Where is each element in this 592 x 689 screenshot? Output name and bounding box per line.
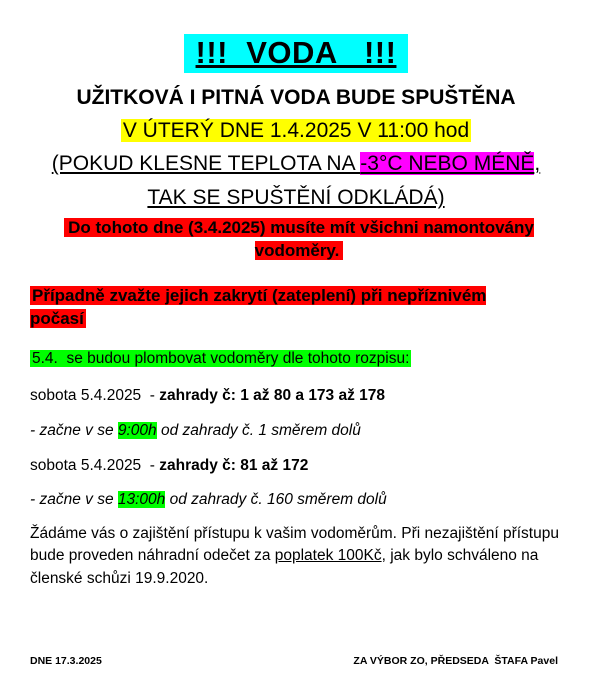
condition-text: (POKUD KLESNE TEPLOTA NA: [51, 152, 361, 175]
schedule-start-row: [30, 420, 361, 442]
schedule-day: sobota 5.4.2025 -: [30, 387, 160, 404]
weather-notice: Případně zvažte jejich zakrytí (zateplení) při nepříznivém počasí: [30, 286, 487, 328]
postpone-text: TAK SE SPUŠTĚNÍ ODKLÁDÁ): [147, 186, 445, 209]
footer-signature: ZA VÝBOR ZO, PŘEDSEDA ŠTAFA Pavel: [353, 655, 558, 667]
deadline-notice-block: [30, 217, 568, 263]
start-date: V ÚTERÝ DNE 1.4.2025 V 11:00 hod: [122, 119, 470, 142]
fee-text: poplatek 100Kč: [274, 547, 382, 565]
headline: UŽITKOVÁ I PITNÁ VODA BUDE SPUŠTĚNA: [76, 86, 516, 109]
schedule-time: 13:00h: [117, 491, 166, 508]
access-paragraph: [30, 523, 560, 590]
access-text: Žádáme vás o zajištění přístupu k vašim vodoměrům. Při nezajištění přístupu bude proveden náhradní odečet za: [30, 525, 559, 565]
schedule-row: [30, 455, 308, 477]
schedule-day: sobota 5.4.2025 -: [30, 457, 160, 474]
weather-notice-block: [30, 285, 540, 331]
seal-notice: 5.4. se budou plombovat vodoměry dle tohoto rozpisu:: [32, 350, 410, 367]
footer-date: DNE 17.3.2025: [30, 655, 102, 667]
condition-line-2: [0, 185, 592, 211]
schedule-gardens: zahrady č: 81 až 172: [159, 457, 309, 474]
access-text-end: , jak bylo schváleno na členské schůzi 19.9.2020.: [30, 547, 539, 587]
schedule-row: [30, 385, 385, 407]
schedule-time: 9:00h: [117, 422, 157, 439]
condition-line-1: [0, 151, 592, 177]
title-row: [0, 34, 592, 73]
temperature-highlight: -3°C NEBO MÉNĚ: [360, 152, 535, 175]
schedule-start-suffix: od zahrady č. 1 směrem dolů: [156, 422, 361, 439]
schedule-gardens: zahrady č: 1 až 80 a 173 až 178: [159, 387, 386, 404]
schedule-start-suffix: od zahrady č. 160 směrem dolů: [165, 491, 387, 508]
schedule-start-prefix: - začne v se: [30, 491, 118, 508]
schedule-start-prefix: - začne v se: [30, 422, 118, 439]
page-title: !!! VODA !!!: [184, 34, 409, 73]
condition-comma: ,: [534, 152, 541, 175]
seal-notice-block: [30, 348, 411, 370]
deadline-notice: Do tohoto dne (3.4.2025) musíte mít všichni namontovány vodoměry.: [64, 218, 534, 260]
date-line-row: [0, 118, 592, 143]
schedule-start-row: [30, 489, 387, 511]
